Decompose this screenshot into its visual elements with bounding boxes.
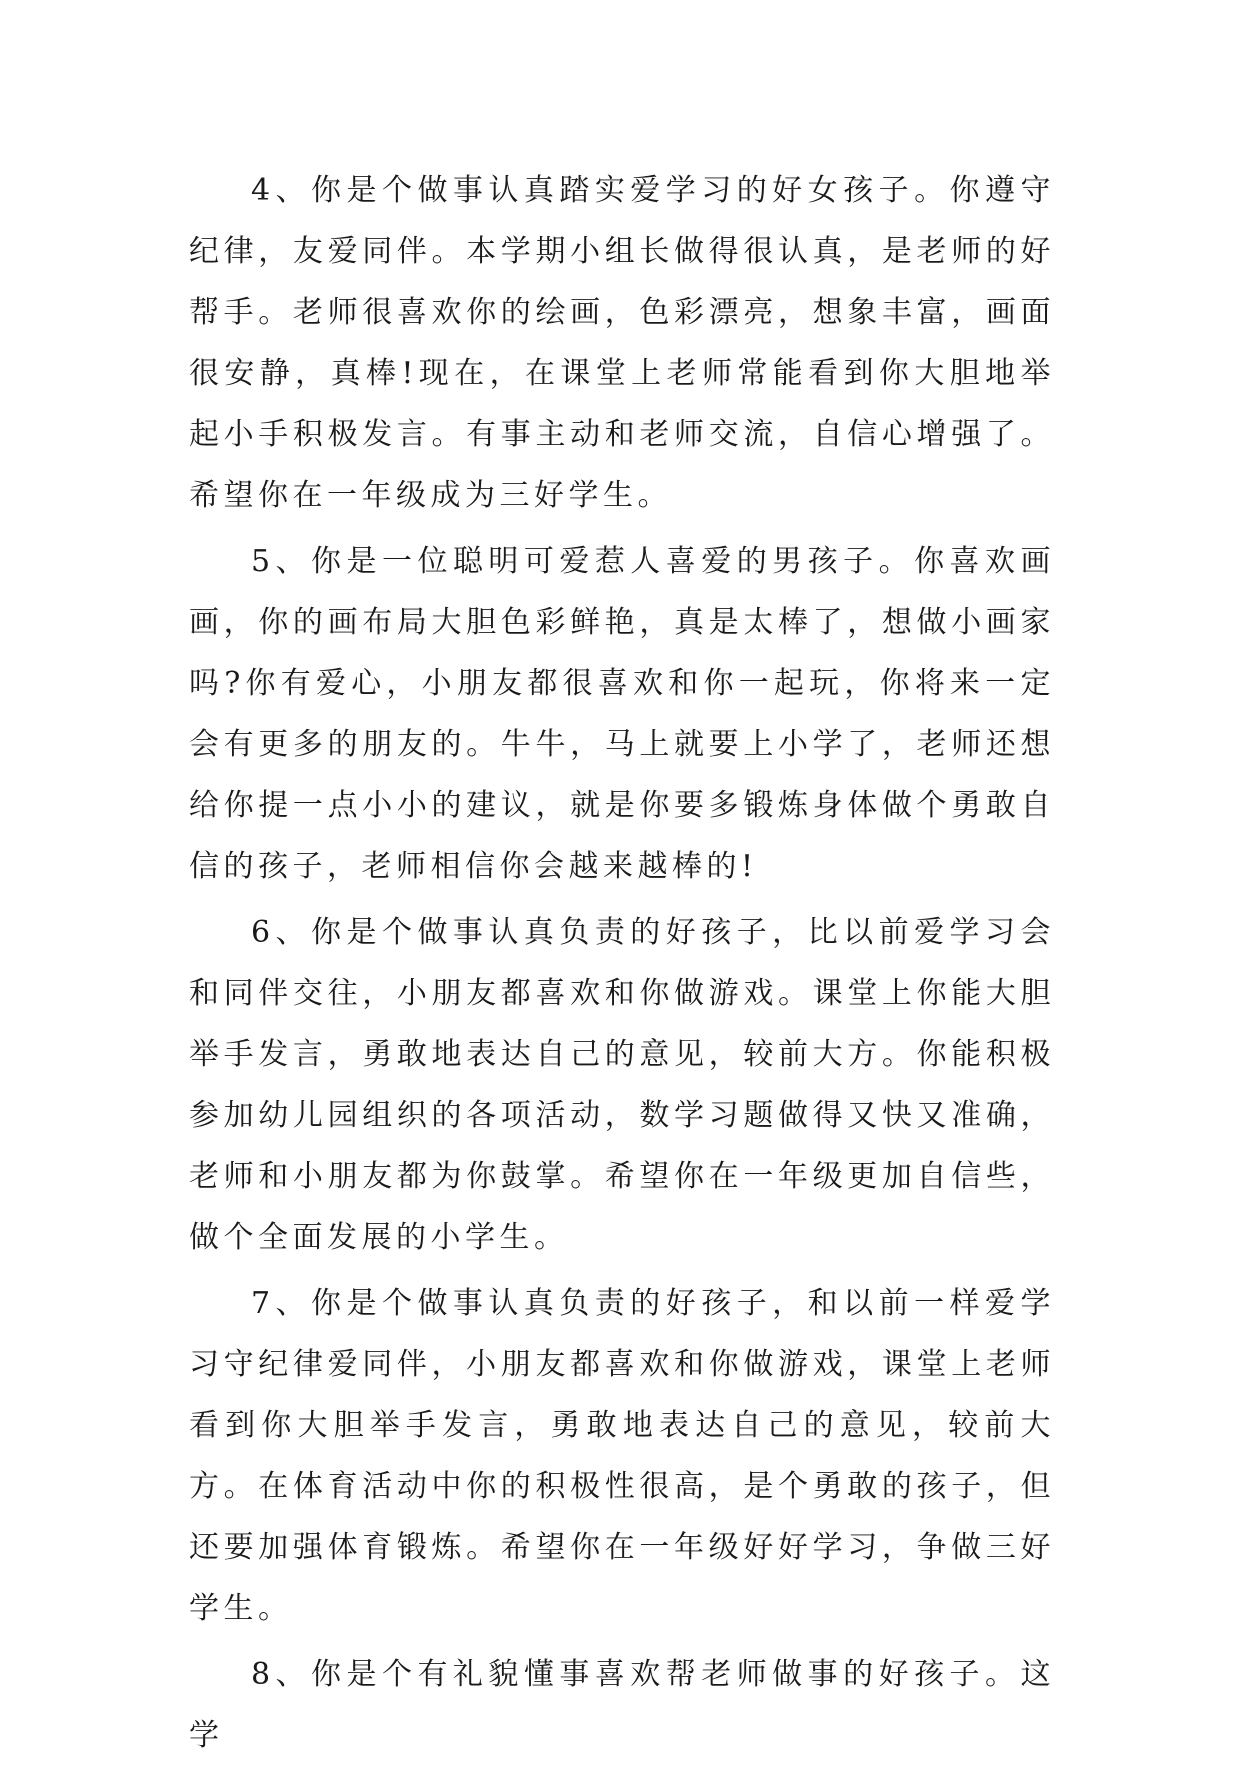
comment-paragraph-7: 7、你是个做事认真负责的好孩子，和以前一样爱学习守纪律爱同伴，小朋友都喜欢和你做游戏，课堂上老师看到你大胆举手发言，勇敢地表达自己的意见，较前大方。在体育活动中你的积极性很高，是个勇敢的孩子，但还要加强体育锻炼。希望你在一年级好好学习，争做三好学生。 (189, 1286, 1055, 1626)
comment-paragraph-8: 8、你是个有礼貌懂事喜欢帮老师做事的好孩子。这学 (189, 1657, 1055, 1753)
comment-paragraph-6: 6、你是个做事认真负责的好孩子，比以前爱学习会和同伴交往，小朋友都喜欢和你做游戏。课堂上你能大胆举手发言，勇敢地表达自己的意见，较前大方。你能积极参加幼儿园组织的各项活动，数学习题做得又快又准确，老师和小朋友都为你鼓掌。希望你在一年级更加自信些，做个全面发展的小学生。 (189, 915, 1055, 1255)
comment-paragraph-4: 4、你是个做事认真踏实爱学习的好女孩子。你遵守纪律，友爱同伴。本学期小组长做得很认真，是老师的好帮手。老师很喜欢你的绘画，色彩漂亮，想象丰富，画面很安静，真棒!现在，在课堂上老师常能看到你大胆地举起小手积极发言。有事主动和老师交流，自信心增强了。希望你在一年级成为三好学生。 (189, 173, 1055, 513)
document-body (189, 160, 1055, 1771)
comment-paragraph-5: 5、你是一位聪明可爱惹人喜爱的男孩子。你喜欢画画，你的画布局大胆色彩鲜艳，真是太棒了，想做小画家吗?你有爱心，小朋友都很喜欢和你一起玩，你将来一定会有更多的朋友的。牛牛，马上就要上小学了，老师还想给你提一点小小的建议，就是你要多锻炼身体做个勇敢自信的孩子，老师相信你会越来越棒的! (189, 544, 1055, 884)
